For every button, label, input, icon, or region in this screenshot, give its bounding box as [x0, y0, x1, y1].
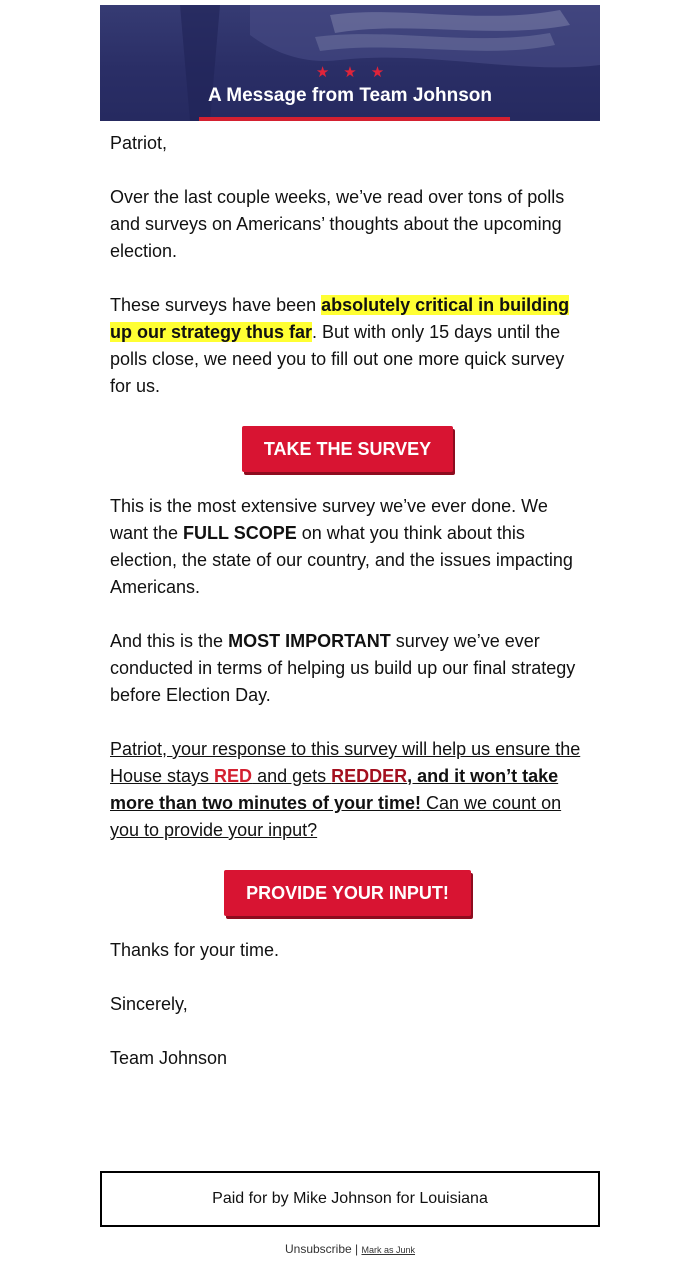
take-survey-button[interactable]: TAKE THE SURVEY [242, 426, 453, 472]
banner-underline [199, 117, 510, 121]
thanks-line: Thanks for your time. [110, 940, 280, 960]
paragraph-extensive-text-b: on what you think about this election, the state of our country, and the issues impacting Americans. [110, 523, 573, 597]
input-button-row [110, 870, 585, 916]
paragraph-extensive [110, 493, 585, 601]
mark-as-junk-link[interactable]: Mark as Junk [361, 1245, 416, 1255]
highlighted-text: absolutely critical in building up our strategy thus far [110, 295, 570, 342]
response-text-c: Can we count on you to provide your input? [110, 793, 562, 840]
email-body [110, 130, 585, 1099]
response-text-b: and gets [252, 766, 332, 786]
most-important-bold: MOST IMPORTANT [228, 631, 391, 651]
response-text-a: Patriot, your response to this survey will help us ensure the House stays [110, 739, 581, 786]
paragraph-surveys-text-b: . But with only 15 days until the polls close, we need you to fill out one more quick survey for us. [110, 322, 565, 396]
paid-for-text: Paid for by Mike Johnson for Louisiana [212, 1190, 488, 1207]
unsubscribe-link[interactable]: Unsubscribe [284, 1242, 352, 1256]
sincerely-line: Sincerely, [110, 994, 188, 1014]
paragraph-important [110, 628, 585, 709]
provide-input-button[interactable]: PROVIDE YOUR INPUT! [224, 870, 471, 916]
paragraph-polls: Over the last couple weeks, we’ve read over tons of polls and surveys on Americans’ thoughts about the upcoming election. [110, 187, 565, 261]
greeting: Patriot, [110, 133, 168, 153]
paragraph-important-text-a: And this is the [110, 631, 229, 651]
header-banner [100, 5, 600, 121]
paragraph-extensive-text-a: This is the most extensive survey we’ve ever done. We want the [110, 496, 548, 543]
signature: Team Johnson [110, 1048, 228, 1068]
banner-title: A Message from Team Johnson [207, 85, 492, 106]
full-scope-bold: FULL SCOPE [183, 523, 297, 543]
paragraph-surveys [110, 292, 585, 400]
stars-decoration: ★★★ [315, 64, 399, 81]
red-word: RED [214, 766, 253, 786]
two-minutes-bold: , and it won’t take more than two minutes of your time! [110, 766, 559, 813]
link-separator: | [351, 1242, 362, 1256]
paragraph-surveys-text-a: These surveys have been [110, 295, 322, 315]
paragraph-response-link[interactable] [110, 736, 585, 844]
paid-for-disclaimer [100, 1171, 600, 1227]
paragraph-important-text-b: survey we’ve ever conducted in terms of helping us build up our final strategy before Election Day. [110, 631, 576, 705]
redder-word: REDDER [331, 766, 408, 786]
survey-button-row [110, 426, 585, 472]
unsubscribe-bar [0, 1242, 700, 1256]
